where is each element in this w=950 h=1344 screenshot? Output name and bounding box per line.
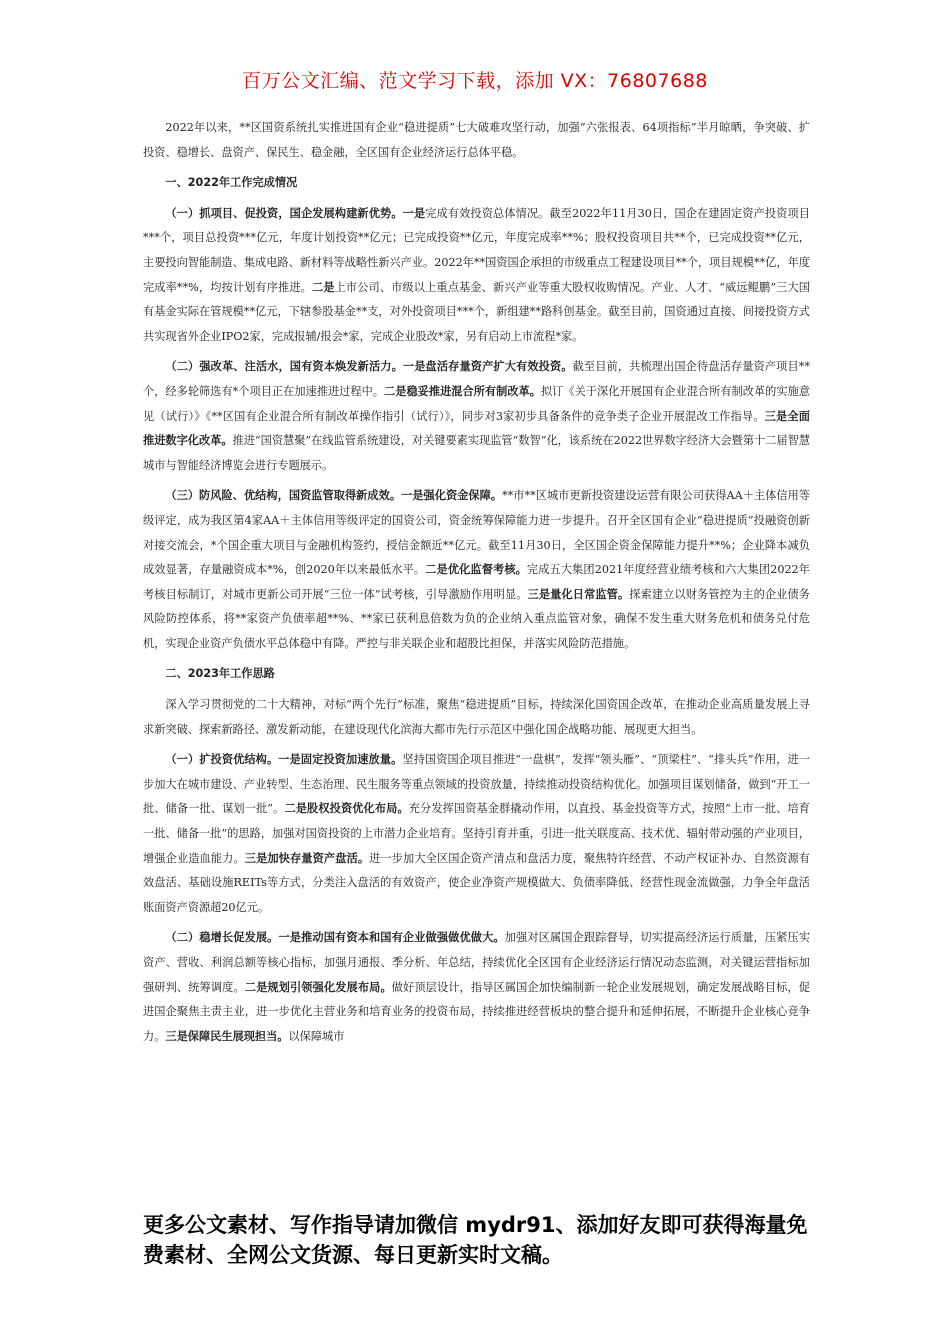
intro-paragraph: 2022年以来，**区国资系统扎实推进国有企业“稳进提质”七大破难攻坚行动，加强“六张报表、64项指标”半月晾晒，争突破、扩投资、稳增长、盘资产、保民生、稳金融，全区国有企业经济运行总体平稳。	[143, 121, 810, 159]
document-body	[143, 116, 810, 1055]
text: 截至目前，共梳理出国企待盘活存量资产项目**个，经多轮筛选有*个项目正在加速推进过程中。	[143, 360, 810, 398]
bold-lead: （一）扩投资优结构。一是固定投资加速放量。	[165, 753, 403, 767]
bold-lead: 二是股权投资优化布局。	[284, 802, 409, 816]
bold-lead: （二）稳增长促发展。一是推动国有资本和国有企业做强做优做大。	[165, 931, 505, 945]
text: 坚持国资国企项目推进“一盘棋”，发挥“领头雁”、“顶梁柱”、“排头兵”作用，进一步加大在城市建设、产业转型、生态治理、民生服务等重点领域的投资放量，持续推动投资结构优化。加强项目谋划储备，做到“开工一批、储备一批、谋划一批”。	[143, 753, 810, 816]
bold-lead: 二是	[312, 280, 335, 294]
bold-lead: 三是全面推进数字化改革。	[143, 409, 810, 448]
bold-lead: 三是保障民生展现担当。	[165, 1029, 289, 1043]
bold-lead: （三）防风险、优结构，国资监管取得新成效。一是强化资金保障。	[165, 489, 503, 503]
section1-paragraph-2	[143, 355, 810, 478]
section1-paragraph-3	[143, 484, 810, 656]
text: 加强对区属国企跟踪督导，切实提高经济运行质量，压紧压实资产、营收、利润总额等核心指标，加强月通报、季分析、年总结，持续优化全区国有企业经济运行情况动态监测，对关键运营指标加强研判、统筹调度。	[143, 931, 810, 994]
text: 拟订《关于深化开展国有企业混合所有制改革的实施意见（试行）》《**区国有企业混合所有制改革操作指引（试行）》，同步对3家初步具备条件的竞争类子企业开展混改工作指导。	[143, 384, 810, 423]
bold-lead: （二）强改革、注活水，国有资本焕发新活力。一是盘活存量资产扩大有效投资。	[165, 360, 573, 374]
section1-paragraph-1	[143, 202, 810, 350]
text: 探索建立以财务管控为主的企业债务风险防控体系，将**家资产负债率超**%、**家已获利息倍数为负的企业纳入重点监管对象，确保不发生重大财务危机和债务兑付危机，实现企业资产负债水平总体稳中有降。严控与非关联企业和超股比担保，并落实风险防范措施。	[143, 587, 810, 650]
text: 上市公司、市级以上重点基金、新兴产业等重大股权收购情况。产业、人才、“威远鲲鹏”三大国有基金实际在管规模**亿元，下辖参股基金**支，对外投资项目***个，新组建**路科创基金。截至目前，国资通过直接、间接投资方式共实现省外企业IPO2家，完成报辅/报会*家，完成企业股改*家，另有启动上市流程*家。	[143, 280, 810, 343]
bold-lead: 二是优化监督考核。	[425, 563, 527, 577]
section1-heading: 一、2022年工作完成情况	[165, 176, 298, 190]
footer-promo: 更多公文素材、写作指导请加微信 mydr91、添加好友即可获得海量免费素材、全网公文货源、每日更新实时文稿。	[143, 1213, 808, 1267]
bold-lead: 三是量化日常监管。	[527, 587, 630, 601]
section2-heading: 二、2023年工作思路	[165, 667, 275, 681]
section2-intro: 深入学习贯彻党的二十大精神，对标“两个先行”标准，聚焦“稳进提质”目标，持续深化国资国企改革，在推动企业高质量发展上寻求新突破、探索新路径、激发新动能，在建设现代化滨海大都市先行示范区中强化国企战略功能、展现更大担当。	[143, 698, 810, 736]
text: **市**区城市更新投资建设运营有限公司获得AA＋主体信用等级评定，成为我区第4家AA＋主体信用等级评定的国资公司，资金统筹保障能力进一步提升。召开全区国有企业“稳进提质”投融资创新对接交流会，*个国企重大项目与金融机构签约，授信金额近**亿元。截至11月30日，全区国企资金保障能力提升**%；企业降本减负成效显著，存量融资成本*%，创2020年以来最低水平。	[143, 489, 810, 577]
section2-paragraph-2	[143, 926, 810, 1049]
text: 进一步加大全区国企资产清点和盘活力度，聚焦特许经营、不动产权证补办、自然资源有效盘活、基础设施REITs等方式，分类注入盘活的有效资产，使企业净资产规模做大、负债率降低、经营性现金流做强，力争全年盘活账面资产资源超20亿元。	[143, 851, 810, 914]
bold-lead: 三是加快存量资产盘活。	[244, 851, 370, 865]
text: 以保障城市	[288, 1029, 345, 1043]
text: 充分发挥国资基金群撬动作用，以直投、基金投资等方式，按照“上市一批、培育一批、储备一批”的思路，加强对国资投资的上市潜力企业培育。坚持引育并重，引进一批关联度高、技术优、辐射带动强的产业项目，增强企业造血能力。	[143, 802, 810, 865]
text: 推进“国资慧聚”在线监管系统建设，对关键要素实现监管“数智”化，该系统在2022世界数字经济大会暨第十二届智慧城市与智能经济博览会进行专题展示。	[143, 434, 810, 472]
bold-lead: 二是规划引领强化发展布局。	[244, 980, 392, 994]
text: 完成有效投资总体情况。截至2022年11月30日，国企在建固定资产投资项目***个，项目总投资***亿元，年度计划投资**亿元；已完成投资**亿元，年度完成率**%；股权投资项目共**个，已完成投资**亿元，主要投向智能制造、集成电路、新材料等战略性新兴产业。2022年**国资国企承担的市级重点工程建设项目**个，项目规模**亿，年度完成率**%，均按计划有序推进。	[143, 206, 810, 294]
section2-paragraph-1	[143, 748, 810, 920]
bold-lead: 二是稳妥推进混合所有制改革。	[384, 384, 541, 398]
header-title: 百万公文汇编、范文学习下载，添加 VX：76807688	[242, 70, 708, 92]
bold-lead: （一）抓项目、促投资，国企发展构建新优势。一是	[165, 206, 426, 220]
text: 做好顶层设计，指导区属国企加快编制新一轮企业发展规划，确定发展战略目标，促进国企聚焦主责主业，进一步优化主营业务和培育业务的投资布局，持续推进经营板块的整合提升和延伸拓展，不断提升企业核心竞争力。	[143, 980, 810, 1043]
text: 完成五大集团2021年度经营业绩考核和六大集团2022年考核目标制订，对城市更新公司开展“三位一体”试考核，引导激励作用明显。	[143, 563, 810, 601]
